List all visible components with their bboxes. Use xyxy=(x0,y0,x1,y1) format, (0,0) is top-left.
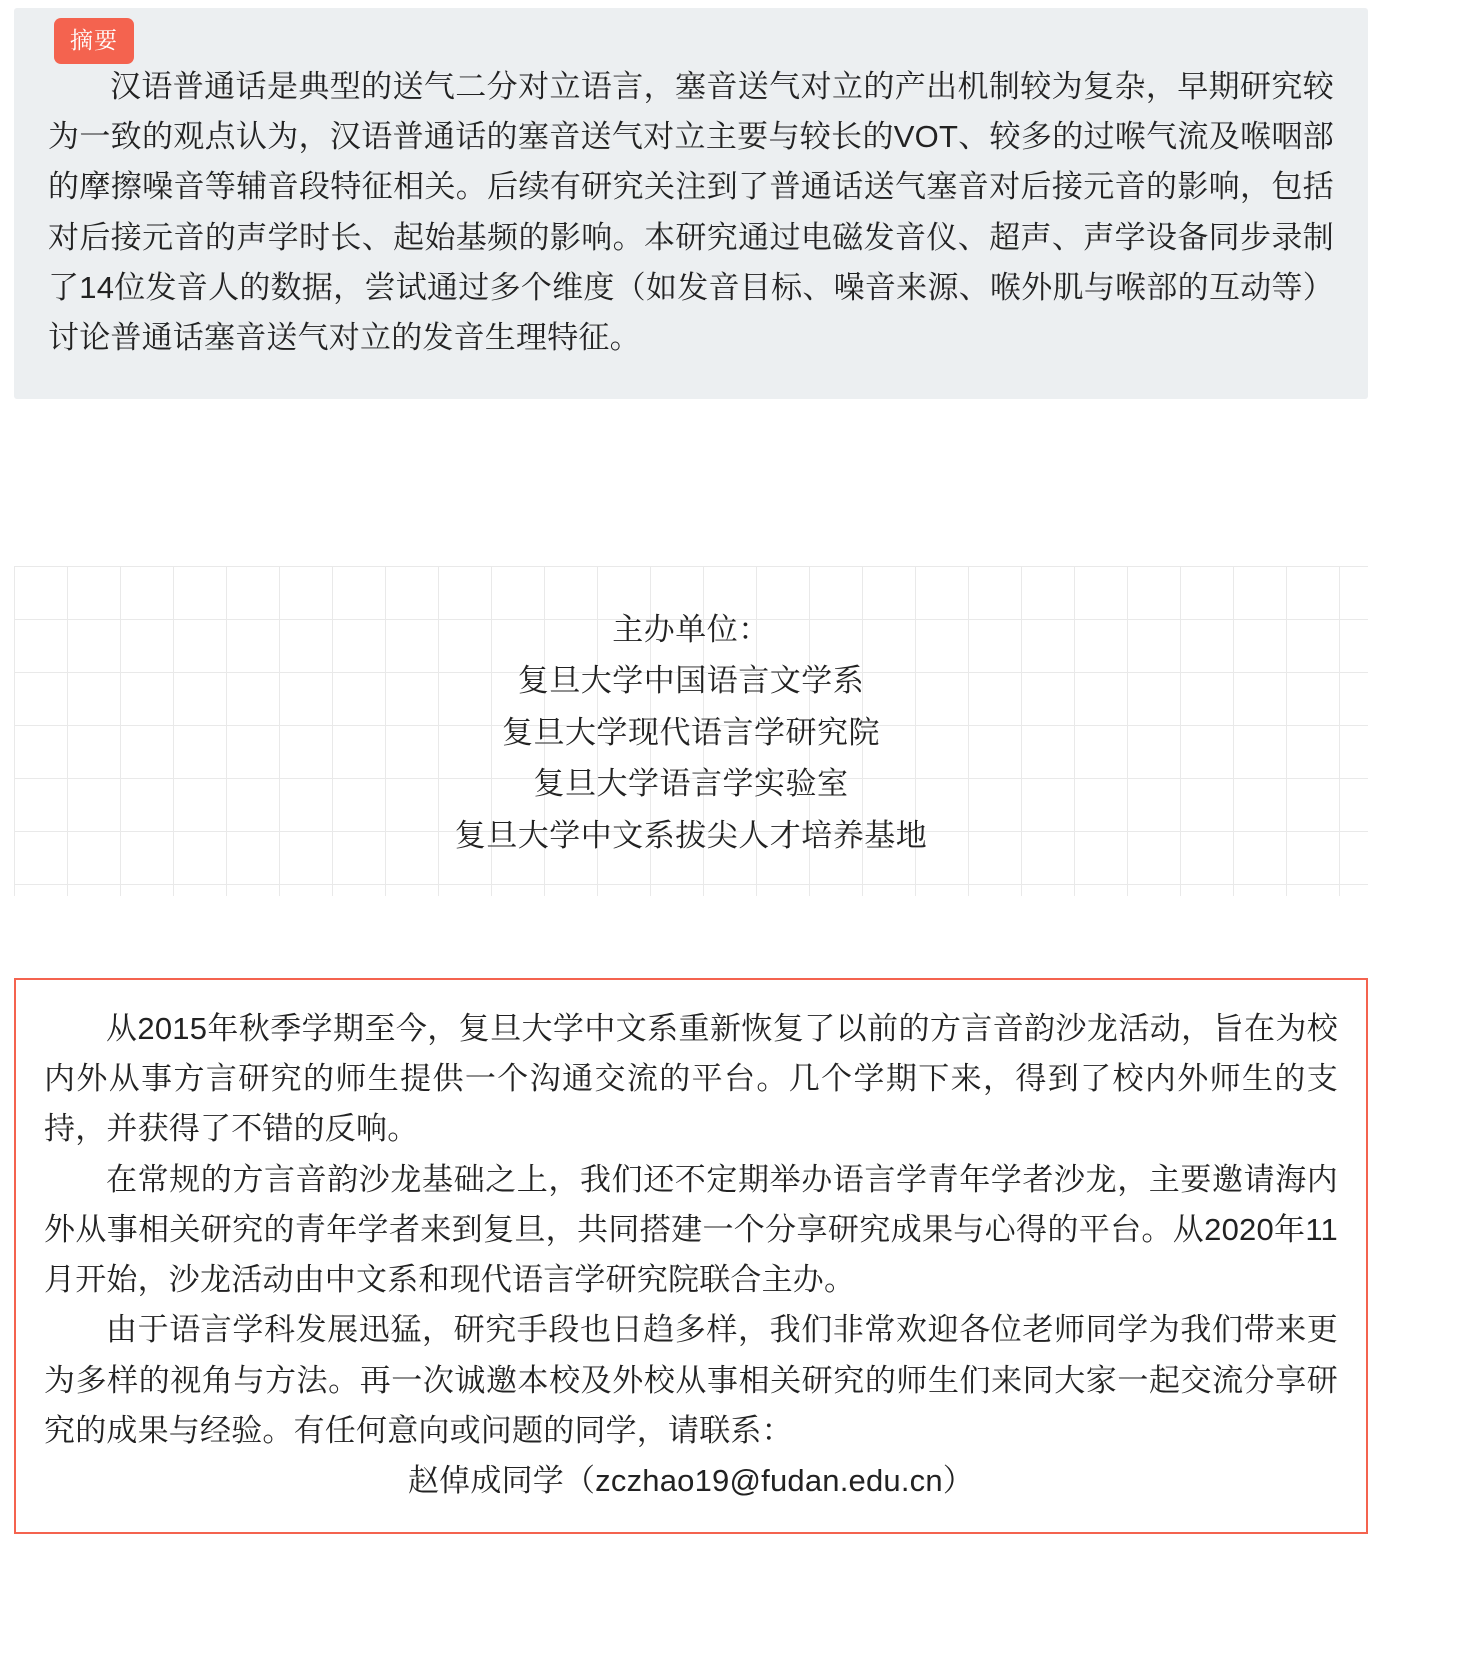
contact-line: 赵倬成同学（zczhao19@fudan.edu.cn） xyxy=(407,1462,975,1498)
organizers-section xyxy=(14,566,1368,896)
notice-paragraph: 从2015年秋季学期至今，复旦大学中文系重新恢复了以前的方言音韵沙龙活动，旨在为校内外从事方言研究的师生提供一个沟通交流的平台。几个学期下来，得到了校内外师生的支持，并获得了不错的反响。 xyxy=(44,1011,1338,1147)
salon-notice-section xyxy=(14,978,1368,1534)
abstract-section xyxy=(14,8,1368,399)
organizers-heading: 主办单位： xyxy=(612,612,770,647)
organizer-item: 复旦大学语言学实验室 xyxy=(533,766,849,802)
abstract-tag-badge: 摘要 xyxy=(54,18,134,64)
organizer-item: 复旦大学现代语言学研究院 xyxy=(502,714,880,750)
organizer-item: 复旦大学中国语言文学系 xyxy=(517,663,865,699)
notice-paragraph: 由于语言学科发展迅猛，研究手段也日趋多样，我们非常欢迎各位老师同学为我们带来更为多样的视角与方法。再一次诚邀本校及外校从事相关研究的师生们来同大家一起交流分享研究的成果与经验。有任何意向或问题的同学，请联系： xyxy=(44,1312,1338,1448)
organizer-item: 复旦大学中文系拔尖人才培养基地 xyxy=(454,817,928,853)
notice-paragraph: 在常规的方言音韵沙龙基础之上，我们还不定期举办语言学青年学者沙龙，主要邀请海内外从事相关研究的青年学者来到复旦，共同搭建一个分享研究成果与心得的平台。从2020年11月开始，沙龙活动由中文系和现代语言学研究院联合主办。 xyxy=(44,1161,1338,1298)
abstract-body-text: 汉语普通话是典型的送气二分对立语言，塞音送气对立的产出机制较为复杂，早期研究较为一致的观点认为，汉语普通话的塞音送气对立主要与较长的VOT、较多的过喉气流及喉咽部的摩擦噪音等辅音段特征相关。后续有研究关注到了普通话送气塞音对后接元音的影响，包括对后接元音的声学时长、起始基频的影响。本研究通过电磁发音仪、超声、声学设备同步录制了14位发音人的数据，尝试通过多个维度（如发音目标、噪音来源、喉外肌与喉部的互动等）讨论普通话塞音送气对立的发音生理特征。 xyxy=(48,69,1334,356)
